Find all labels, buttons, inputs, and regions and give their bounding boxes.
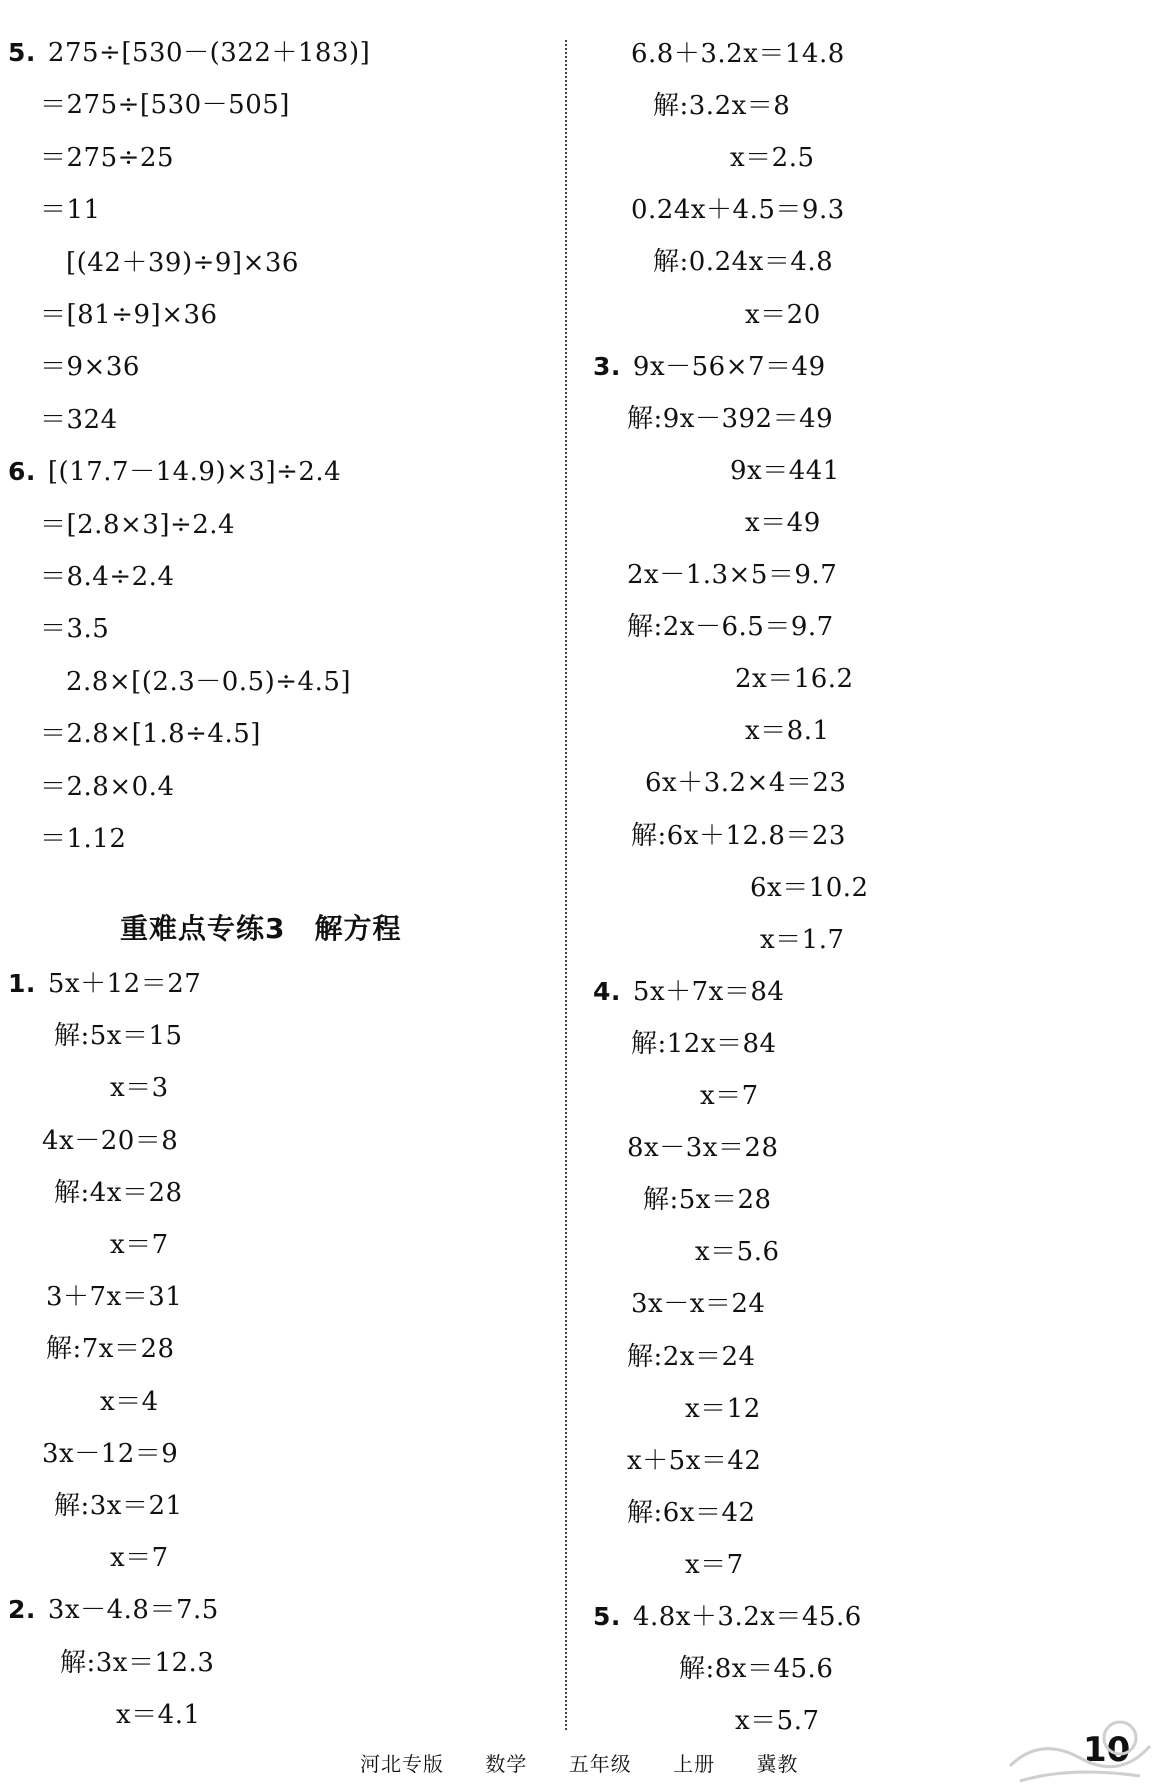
equation-text: x＝7: [685, 1549, 744, 1580]
equation-line: [627, 555, 837, 595]
equation-line: [40, 557, 174, 597]
equation-line: [8, 1590, 219, 1630]
equation-text: ＝324: [40, 404, 118, 435]
equation-line: [631, 1284, 765, 1324]
equation-text: x＝3: [110, 1073, 169, 1104]
equation-text: 解:4x＝28: [54, 1177, 183, 1208]
equation-text: x＝12: [685, 1393, 761, 1424]
equation-line: [46, 1277, 182, 1317]
equation-line: [8, 452, 341, 492]
equation-text: 解:2x＝24: [627, 1341, 756, 1372]
equation-text: ＝[81÷9]×36: [40, 300, 218, 330]
equation-text: 解:5x＝15: [54, 1021, 183, 1052]
equation-text: 0.24x＋4.5＝9.3: [631, 195, 845, 226]
equation-line: [653, 242, 833, 282]
equation-line: [653, 86, 790, 126]
equation-text: 2x－1.3×5＝9.7: [627, 560, 838, 590]
equation-text: ＝1.12: [40, 824, 127, 854]
equation-line: [60, 1643, 214, 1683]
equation-text: x＝7: [700, 1081, 759, 1111]
column-divider: [565, 40, 567, 1730]
equation-text: x＝1.7: [760, 924, 845, 955]
equation-line: [8, 33, 370, 73]
equation-line: [627, 607, 834, 647]
equation-text: 解:12x＝84: [631, 1028, 777, 1059]
equation-line: [685, 1545, 744, 1585]
equation-text: 9x－56×7＝49: [632, 351, 826, 382]
equation-line: [645, 763, 846, 803]
equation-line: [593, 972, 784, 1012]
equation-text: 8x－3x＝28: [627, 1133, 779, 1164]
equation-line: [54, 1173, 183, 1213]
section-heading: 重难点专练3 解方程: [120, 912, 402, 945]
equation-line: [110, 1225, 169, 1265]
equation-line: [54, 1486, 183, 1526]
equation-line: [593, 1597, 862, 1637]
equation-line: [40, 714, 261, 754]
equation-line: [631, 34, 845, 74]
equation-text: 5x＋12＝27: [47, 969, 202, 999]
equation-text: ＝2.8×0.4: [40, 771, 175, 802]
equation-text: ＝275÷25: [40, 142, 174, 173]
equation-text: ＝3.5: [40, 614, 110, 645]
equation-line: [40, 767, 174, 807]
watermark-logo: [1000, 1706, 1163, 1792]
equation-text: 解:2x－6.5＝9.7: [627, 612, 834, 643]
equation-text: 解:9x－392＝49: [627, 403, 834, 434]
equation-text: ＝9×36: [40, 352, 140, 383]
footer-edition: 河北专版: [360, 1752, 444, 1776]
equation-text: x＝5.6: [695, 1237, 780, 1268]
equation-text: x＋5x＝42: [627, 1445, 762, 1476]
footer-subject: 数学: [485, 1752, 528, 1776]
equation-line: [730, 451, 840, 491]
equation-text: 6x＋3.2×4＝23: [645, 768, 847, 799]
equation-line: [745, 295, 821, 335]
problem-number: 1.: [8, 969, 36, 998]
equation-line: [627, 1441, 761, 1481]
equation-text: x＝49: [745, 507, 821, 538]
equation-text: x＝2.5: [730, 143, 815, 174]
equation-line: [40, 505, 235, 545]
equation-text: ＝2.8×[1.8÷4.5]: [40, 719, 261, 750]
equation-line: [627, 399, 833, 439]
equation-line: [40, 609, 109, 649]
equation-text: ＝8.4÷2.4: [40, 562, 175, 592]
equation-line: [66, 243, 299, 283]
equation-text: 5x＋7x＝84: [632, 976, 785, 1007]
equation-text: 4.8x＋3.2x＝45.6: [632, 1602, 862, 1632]
equation-text: 2.8×[(2.3－0.5)÷4.5]: [66, 666, 352, 697]
equation-line: [40, 819, 126, 859]
problem-number: 6.: [8, 457, 36, 487]
problem-number: 5.: [593, 1602, 621, 1631]
equation-text: [(42＋39)÷9]×36: [66, 247, 299, 278]
equation-text: x＝4: [100, 1386, 159, 1417]
equation-line: [42, 1434, 178, 1474]
equation-text: ＝275÷[530－505]: [40, 90, 290, 121]
equation-line: [735, 659, 854, 699]
equation-line: [110, 1068, 169, 1108]
equation-line: [730, 138, 815, 178]
equation-line: [593, 347, 826, 387]
equation-text: 解:0.24x＝4.8: [653, 247, 834, 278]
footer-publisher: 冀教: [756, 1752, 799, 1776]
equation-line: [116, 1695, 201, 1735]
equation-line: [40, 85, 290, 125]
equation-line: [631, 1024, 777, 1064]
equation-text: 解:5x＝28: [643, 1185, 772, 1216]
equation-line: [745, 503, 821, 543]
equation-text: 解:3x＝21: [54, 1491, 183, 1521]
equation-line: [760, 920, 845, 960]
equation-line: [631, 190, 845, 230]
page-number: 10: [1083, 1730, 1131, 1770]
equation-text: 解:3x＝12.3: [60, 1647, 215, 1678]
equation-text: 275÷[530－(322＋183)]: [47, 38, 371, 68]
page-footer: [360, 1748, 832, 1777]
equation-line: [40, 138, 174, 178]
equation-line: [46, 1329, 175, 1369]
equation-text: 3＋7x＝31: [46, 1282, 183, 1313]
equation-text: 2x＝16.2: [735, 664, 854, 695]
footer-volume: 上册: [673, 1752, 716, 1776]
equation-text: 3x－12＝9: [42, 1438, 179, 1469]
equation-text: x＝4.1: [116, 1699, 201, 1730]
equation-text: 解:8x＝45.6: [679, 1654, 834, 1685]
equation-line: [745, 711, 830, 751]
equation-text: 9x＝441: [730, 455, 840, 486]
problem-number: 3.: [593, 351, 621, 381]
equation-text: 4x－20＝8: [42, 1125, 179, 1156]
problem-number: 5.: [8, 38, 36, 67]
equation-text: x＝5.7: [735, 1706, 820, 1737]
equation-text: ＝[2.8×3]÷2.4: [40, 509, 236, 540]
equation-text: 3x－4.8＝7.5: [47, 1595, 219, 1626]
equation-text: [(17.7－14.9)×3]÷2.4: [47, 457, 342, 488]
equation-line: [40, 400, 118, 440]
equation-text: 6.8＋3.2x＝14.8: [631, 39, 845, 69]
equation-text: 解:3.2x＝8: [653, 91, 791, 122]
equation-line: [685, 1389, 761, 1429]
equation-text: 3x－x＝24: [631, 1289, 766, 1320]
equation-line: [8, 964, 201, 1004]
equation-text: 6x＝10.2: [750, 872, 869, 903]
equation-text: 解:7x＝28: [46, 1334, 175, 1365]
problem-number: 4.: [593, 976, 621, 1006]
equation-line: [735, 1701, 820, 1741]
equation-line: [700, 1076, 759, 1116]
equation-text: 解:6x＝42: [627, 1497, 756, 1528]
equation-text: x＝7: [110, 1230, 169, 1260]
equation-line: [40, 190, 101, 230]
equation-line: [679, 1649, 833, 1689]
equation-text: 解:6x＋12.8＝23: [631, 820, 846, 851]
equation-line: [66, 662, 351, 702]
equation-line: [627, 1337, 756, 1377]
problem-number: 2.: [8, 1595, 36, 1625]
equation-line: [40, 347, 140, 387]
equation-line: [42, 1121, 178, 1161]
equation-line: [100, 1382, 159, 1422]
equation-text: x＝8.1: [745, 716, 830, 747]
equation-line: [627, 1493, 756, 1533]
equation-line: [110, 1538, 169, 1578]
footer-grade: 五年级: [568, 1752, 632, 1776]
equation-line: [695, 1232, 780, 1272]
equation-line: [750, 868, 869, 908]
equation-line: [643, 1180, 772, 1220]
equation-line: [40, 295, 218, 335]
equation-line: [627, 1128, 779, 1168]
equation-text: x＝7: [110, 1543, 169, 1574]
equation-line: [54, 1016, 183, 1056]
equation-line: [631, 816, 846, 856]
equation-text: x＝20: [745, 299, 821, 330]
equation-text: ＝11: [40, 195, 101, 226]
